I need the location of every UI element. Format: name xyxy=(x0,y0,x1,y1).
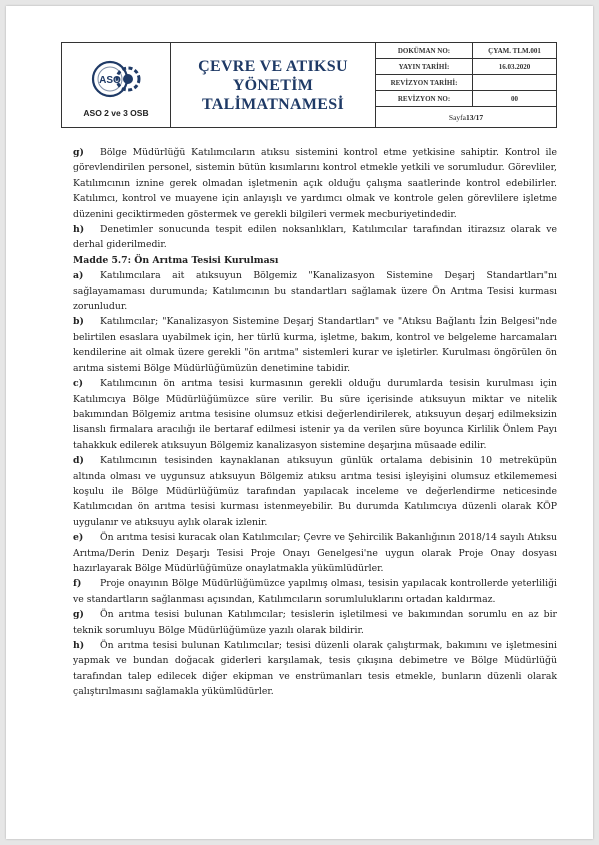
document-page xyxy=(6,6,593,839)
page-current: 13 xyxy=(465,112,474,122)
meta-value: 16.03.2020 xyxy=(498,62,531,71)
meta-row-publish-date xyxy=(376,59,556,75)
meta-key: REVİZYON NO: xyxy=(376,91,473,106)
clause-g1 xyxy=(73,145,557,222)
clause-text: Ön arıtma tesisi bulunan Katılımcılar; tesisi düzenli olarak çalıştırmak, bakımını ve işletmesini yapmak ve bundan doğacak giderleri karşılamak, tesis çıkışına debimetre ve Bölge Müdürlüğü tarafından talep edilecek diğer ekipman ve enstrümanları tesis etmekle, bunların düzenli olarak çalıştırılmasını sağlamakla yükümlüdürler. xyxy=(73,640,557,698)
clause-label: e) xyxy=(73,532,84,544)
meta-row-revision-no xyxy=(376,91,556,107)
meta-key: YAYIN TARİHİ: xyxy=(376,59,473,74)
clause-e xyxy=(73,530,557,576)
clause-text: Proje onayının Bölge Müdürlüğümüzce yapılmış olması, tesisin yapılacak kontrollerde yeterliliği ve standartların sağlanması açısından, Katılımcıların sorumluluklarını ortadan kaldırmaz. xyxy=(73,578,557,605)
clause-text: Katılımcılar; "Kanalizasyon Sistemine Deşarj Standartları" ve "Atıksu Bağlantı İzin Belgesi"nde belirtilen esaslara uyabilmek için, her türlü kurma, işletme, bakım, kontrol ve belgeleme harcamaları kendilerine ait olmak üzere gerekli "ön arıtma" sistemleri kurar ve işletirler. Kurulması öngörülen ön arıtma sistemi Bölge Müdürlüğümüzün denetimine tabidir. xyxy=(73,316,557,374)
clause-h2 xyxy=(73,638,557,700)
document-body xyxy=(73,145,557,700)
meta-value: ÇYAM. TLM.001 xyxy=(488,46,541,55)
meta-row-revision-date xyxy=(376,75,556,91)
meta-row-document-no xyxy=(376,43,556,59)
document-header xyxy=(61,42,557,128)
header-title-cell xyxy=(171,43,376,127)
document-title xyxy=(171,57,375,114)
clause-label: h) xyxy=(73,640,85,651)
header-meta-table xyxy=(376,43,556,127)
section-title: Madde 5.7: Ön Arıtma Tesisi Kurulması xyxy=(73,254,279,266)
clause-label: c) xyxy=(73,378,84,390)
meta-key: REVİZYON TARİHİ: xyxy=(376,75,473,90)
meta-value xyxy=(473,75,556,90)
title-line-2: TALİMATNAMESİ xyxy=(202,95,344,113)
clause-f xyxy=(73,576,557,607)
page-number xyxy=(376,107,556,127)
clause-text: Katılımcının tesisinden kaynaklanan atıksuyun günlük ortalama debisinin 10 metreküpün altında olması ve uygunsuz atıksuyun Bölgemiz atıksu arıtma tesisi işleyişini olumsuz etkilememesi koşulu ile Bölge Müdürlüğümüz tarafından yapılacak inceleme ve değerlendirme neticesinde Katılımcıdan ön arıtma tesisi kurması istenmeyebilir. Bu durumda Katılımcıya düzenli olarak KÖP uygulanır ve atıksuyu aylık olarak izlenir. xyxy=(73,455,557,528)
clause-text: Katılımcının ön arıtma tesisi kurmasının gerekli olduğu durumlarda tesisin kurulması için Katılımcıya Bölge Müdürlüğümüzce süre verilir. Bu süre içerisinde atıksuyun miktar ve nitelik bakımından Bölgemiz arıtma tesisine olumsuz etkisi değerlendirilerek, atıksuyun deşarj edilmeksizin lisanslı firmalara aracılığı ile bertaraf edilmesi istenir ya da verilen süre boyunca Kirlilik Önlem Payı tahakkuk edilerek atıksuyun Bölgemiz kanalizasyon sistemine deşarjına müsaade edilir. xyxy=(73,378,557,451)
clause-label: a) xyxy=(73,270,84,282)
clause-label: g) xyxy=(73,147,84,158)
clause-g2 xyxy=(73,607,557,638)
header-logo-cell xyxy=(62,43,171,127)
clause-label: f) xyxy=(73,578,82,590)
clause-h1 xyxy=(73,222,557,253)
organization-name: ASO 2 ve 3 OSB xyxy=(83,108,149,118)
aso-logo-icon xyxy=(90,54,142,104)
clause-c xyxy=(73,376,557,453)
clause-text: Bölge Müdürlüğü Katılımcıların atıksu sistemini kontrol etme yetkisine sahiptir. Kontrol ile görevlendirilen personel, sistemin bütün kısımlarını kontrol etmekle yetkili ve sorumludur. Görevliler, Katılımcının iznine gerek olmadan işletmenin açık olduğu çalışma saatlerinde kontrol edebilirler. Katılımcı, kontrol ve muayene için anlayışlı ve yardımcı olmak ve kontrole gelen görevlilere işletme düzenini geciktirmeden göstermek ve gerekli bilgileri vermek mecburiyetindedir. xyxy=(73,147,557,220)
meta-key: DOKÜMAN NO: xyxy=(376,43,473,58)
clause-label: h) xyxy=(73,224,85,236)
meta-value: 00 xyxy=(511,94,518,103)
page-separator: / xyxy=(473,112,476,122)
clause-text: Denetimler sonucunda tespit edilen noksanlıkları, Katılımcılar tarafından itirazsız olarak ve derhal giderilmedir. xyxy=(73,224,557,251)
clause-a xyxy=(73,268,557,314)
clause-text: Katılımcılara ait atıksuyun Bölgemiz "Kanalizasyon Sistemine Deşarj Standartları"nı sağlayamaması durumunda; Katılımcının bu standartları sağlamak üzere Ön Arıtma Tesisi kurması zorunludur. xyxy=(73,270,557,313)
title-line-1: ÇEVRE VE ATIKSU YÖNETİM xyxy=(198,57,348,94)
page-prefix: Sayfa xyxy=(448,112,466,122)
clause-b xyxy=(73,314,557,376)
svg-text:ASO: ASO xyxy=(99,75,121,86)
page-total: 17 xyxy=(475,112,484,122)
clause-d xyxy=(73,453,557,530)
clause-text: Ön arıtma tesisi bulunan Katılımcılar; tesislerin işletilmesi ve bakımından sorumlu en az bir teknik sorumluyu Bölge Müdürlüğümüze yazılı olarak bildirir. xyxy=(73,609,557,636)
clause-label: b) xyxy=(73,316,84,328)
clause-label: d) xyxy=(73,455,84,467)
clause-text: Ön arıtma tesisi kuracak olan Katılımcılar; Çevre ve Şehircilik Bakanlığının 2018/14 sayılı Atıksu Arıtma/Derin Deniz Deşarjı Tesisi Proje Onayı Genelgesi'ne uygun olarak Proje Onay dosyası hazırlayarak Bölge Müdürlüğümüze onaylatmakla yükümlüdürler. xyxy=(73,532,557,574)
clause-label: g) xyxy=(73,609,84,621)
